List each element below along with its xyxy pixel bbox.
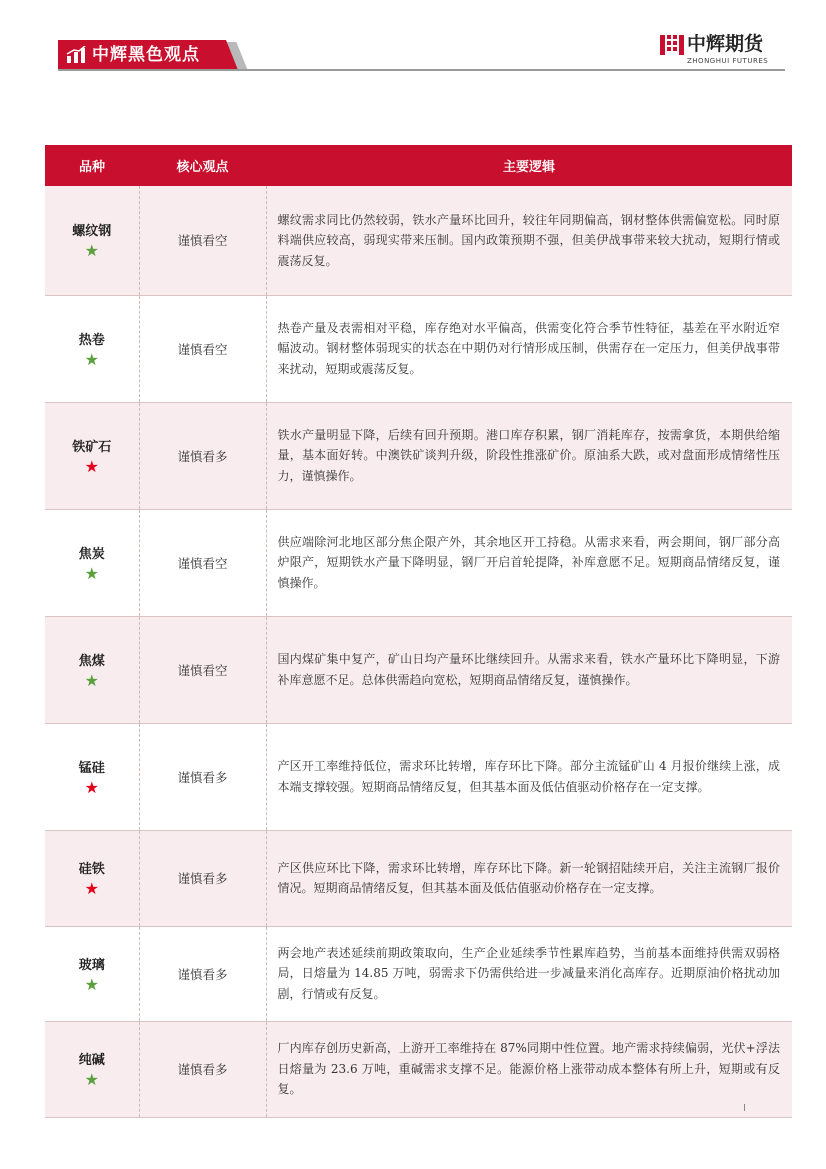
main-logic: 国内煤矿集中复产，矿山日均产量环比继续回升。从需求来看，铁水产量环比下降明显，下游补库意愿不足。总体供需趋向宽松，短期商品情绪反复，谨慎操作。 bbox=[266, 616, 792, 723]
table-row bbox=[45, 926, 792, 1021]
core-view: 谨慎看多 bbox=[139, 926, 266, 1021]
star-icon: ★ bbox=[84, 974, 99, 994]
header-main-logic: 主要逻辑 bbox=[266, 145, 792, 186]
section-banner bbox=[58, 40, 238, 70]
company-logo bbox=[660, 30, 790, 72]
core-view: 谨慎看多 bbox=[139, 830, 266, 926]
main-logic: 供应端除河北地区部分焦企限产外，其余地区开工持稳。从需求来看，两会期间，钢厂部分高炉限产，短期铁水产量下降明显，钢厂开启首轮提降，补库意愿不足。短期商品情绪反复，谨慎操作。 bbox=[266, 509, 792, 616]
star-icon: ★ bbox=[84, 777, 99, 797]
variety-cell bbox=[45, 186, 139, 295]
table-row bbox=[45, 509, 792, 616]
bar-chart-icon bbox=[66, 46, 86, 64]
table-row bbox=[45, 723, 792, 830]
views-table bbox=[45, 145, 792, 1118]
main-logic: 铁水产量明显下降，后续有回升预期。港口库存积累，钢厂消耗库存，按需拿货，本期供给缩量，基本面好转。中澳铁矿谈判升级，阶段性推涨矿价。原油系大跌，或对盘面形成情绪性压力，谨慎操作。 bbox=[266, 402, 792, 509]
core-view: 谨慎看空 bbox=[139, 616, 266, 723]
variety-cell bbox=[45, 509, 139, 616]
core-view: 谨慎看空 bbox=[139, 295, 266, 402]
variety-name: 热卷 bbox=[78, 332, 105, 348]
variety-cell bbox=[45, 926, 139, 1021]
core-view: 谨慎看空 bbox=[139, 186, 266, 295]
core-view: 谨慎看空 bbox=[139, 509, 266, 616]
table-row bbox=[45, 616, 792, 723]
core-view: 谨慎看多 bbox=[139, 723, 266, 830]
header-variety: 品种 bbox=[45, 145, 139, 186]
logo-mark-icon bbox=[660, 33, 684, 57]
star-icon: ★ bbox=[84, 879, 99, 898]
variety-cell bbox=[45, 830, 139, 926]
main-logic: 产区开工率维持低位，需求环比转增，库存环比下降。部分主流锰矿山 4 月报价继续上涨，成本端支撑较强。短期商品情绪反复，但其基本面及低估值驱动价格存在一定支撑。 bbox=[266, 723, 792, 830]
logo-english-name: ZHONGHUI FUTURES bbox=[687, 57, 769, 65]
variety-name: 螺纹钢 bbox=[72, 224, 112, 240]
star-icon: ★ bbox=[84, 670, 99, 690]
banner-title: 中辉黑色观点 bbox=[92, 45, 200, 65]
page-edge-mark bbox=[744, 1104, 745, 1111]
star-icon: ★ bbox=[84, 1070, 99, 1089]
table-row bbox=[45, 402, 792, 509]
table-row bbox=[45, 830, 792, 926]
variety-name: 焦炭 bbox=[78, 546, 105, 562]
main-logic: 螺纹需求同比仍然较弱，铁水产量环比回升，较往年同期偏高，钢材整体供需偏宽松。同时原料端供应较高，弱现实带来压制。国内政策预期不强，但美伊战事带来较大扰动，短期行情或震荡反复。 bbox=[266, 186, 792, 295]
variety-name: 硅铁 bbox=[78, 862, 105, 877]
variety-name: 纯碱 bbox=[78, 1053, 105, 1068]
variety-name: 焦煤 bbox=[78, 653, 105, 669]
table-row bbox=[45, 295, 792, 402]
table-row bbox=[45, 186, 792, 295]
variety-cell bbox=[45, 295, 139, 402]
variety-cell bbox=[45, 402, 139, 509]
variety-cell bbox=[45, 723, 139, 830]
main-logic: 厂内库存创历史新高，上游开工率维持在 87%同期中性位置。地产需求持续偏弱，光伏+浮法日熔量为 23.6 万吨，重碱需求支撑不足。能源价格上涨带动成本整体有所上升，短期或有反复。 bbox=[266, 1021, 792, 1117]
logo-chinese-name: 中辉期货 bbox=[687, 33, 764, 55]
core-view: 谨慎看多 bbox=[139, 402, 266, 509]
star-icon: ★ bbox=[84, 563, 99, 583]
main-logic: 产区供应环比下降，需求环比转增，库存环比下降。新一轮钢招陆续开启，关注主流钢厂报价情况。短期商品情绪反复，但其基本面及低估值驱动价格存在一定支撑。 bbox=[266, 830, 792, 926]
header-core-view: 核心观点 bbox=[139, 145, 266, 186]
main-logic: 热卷产量及表需相对平稳，库存绝对水平偏高，供需变化符合季节性特征，基差在平水附近窄幅波动。钢材整体弱现实的状态在中期仍对行情形成压制，供需存在一定压力，但美伊战事带来扰动，短期或震荡反复。 bbox=[266, 295, 792, 402]
star-icon: ★ bbox=[84, 241, 99, 261]
variety-name: 锰硅 bbox=[78, 760, 105, 776]
table-row bbox=[45, 1021, 792, 1117]
star-icon: ★ bbox=[84, 349, 99, 369]
variety-cell bbox=[45, 616, 139, 723]
variety-name: 玻璃 bbox=[78, 957, 105, 973]
main-logic: 两会地产表述延续前期政策取向，生产企业延续季节性累库趋势，当前基本面维持供需双弱格局，日熔量为 14.85 万吨，弱需求下仍需供给进一步减量来消化高库存。近期原油价格扰动加剧，行情或有反复。 bbox=[266, 926, 792, 1021]
variety-name: 铁矿石 bbox=[72, 439, 112, 455]
variety-cell bbox=[45, 1021, 139, 1117]
star-icon: ★ bbox=[84, 456, 99, 476]
core-view: 谨慎看多 bbox=[139, 1021, 266, 1117]
table-header-row bbox=[45, 145, 792, 186]
